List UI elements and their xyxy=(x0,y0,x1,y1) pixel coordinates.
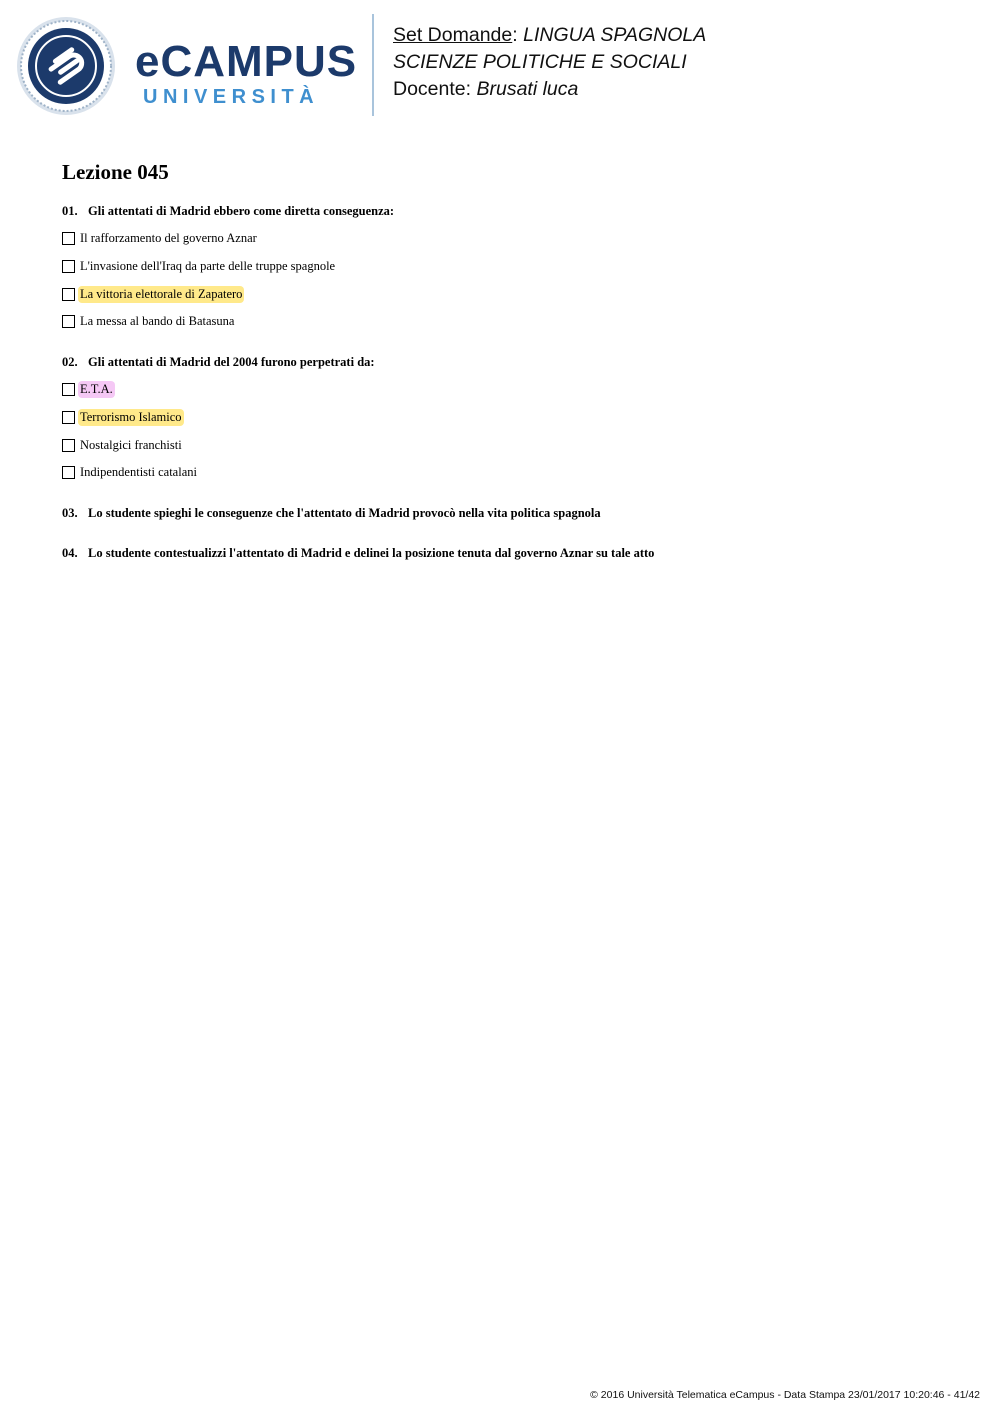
question-text: Gli attentati di Madrid ebbero come diretta conseguenza: xyxy=(88,204,395,218)
question-2-option-1[interactable] xyxy=(62,381,115,397)
question-number: 02. xyxy=(62,355,78,369)
question-text: Gli attentati di Madrid del 2004 furono perpetrati da: xyxy=(88,355,375,369)
brand-subtitle: UNIVERSITÀ xyxy=(143,86,320,108)
question-text: Lo studente spieghi le conseguenze che l'attentato di Madrid provocò nella vita politica spagnola xyxy=(88,506,601,520)
option-label-highlighted: E.T.A. xyxy=(80,381,113,396)
answer-checkbox[interactable] xyxy=(62,383,75,396)
subject-name: LINGUA SPAGNOLA xyxy=(523,24,707,46)
ecampus-wordmark xyxy=(135,37,358,109)
answer-checkbox[interactable] xyxy=(62,260,75,273)
question-1-option-1[interactable] xyxy=(62,230,259,246)
question-1 xyxy=(62,204,394,219)
answer-checkbox[interactable] xyxy=(62,288,75,301)
page-header xyxy=(0,0,1000,130)
course-info xyxy=(393,22,706,103)
faculty-name: SCIENZE POLITICHE E SOCIALI xyxy=(393,51,687,73)
option-label-highlighted: La vittoria elettorale di Zapatero xyxy=(80,286,243,301)
lesson-title: Lezione 045 xyxy=(62,160,169,184)
question-number: 01. xyxy=(62,204,78,218)
teacher-line: Docente: Brusati luca xyxy=(393,78,579,100)
answer-checkbox[interactable] xyxy=(62,439,75,452)
course-subject-line: Set Domande: LINGUA SPAGNOLA xyxy=(393,24,707,46)
teacher-label: Docente xyxy=(393,78,466,100)
option-label: Il rafforzamento del governo Aznar xyxy=(80,230,257,245)
brand-name: eCAMPUS xyxy=(135,37,358,86)
option-label: Indipendentisti catalani xyxy=(80,464,197,479)
option-label-highlighted: Terrorismo Islamico xyxy=(80,409,182,424)
answer-checkbox[interactable] xyxy=(62,315,75,328)
answer-checkbox[interactable] xyxy=(62,232,75,245)
question-1-option-3[interactable] xyxy=(62,286,244,302)
question-2-option-3[interactable] xyxy=(62,437,184,453)
question-2-option-4[interactable] xyxy=(62,464,199,480)
set-label: Set Domande xyxy=(393,24,513,46)
ecampus-seal-logo xyxy=(16,16,116,116)
question-2 xyxy=(62,355,375,370)
question-1-option-2[interactable] xyxy=(62,258,337,274)
page-footer: © 2016 Università Telematica eCampus - Data Stampa 23/01/2017 10:20:46 - 41/42 xyxy=(590,1389,980,1401)
question-4 xyxy=(62,546,654,561)
question-number: 03. xyxy=(62,506,78,520)
option-label: Nostalgici franchisti xyxy=(80,437,182,452)
question-number: 04. xyxy=(62,546,78,560)
question-text: Lo studente contestualizzi l'attentato di Madrid e delinei la posizione tenuta dal governo Aznar su tale atto xyxy=(88,546,655,560)
question-2-option-2[interactable] xyxy=(62,409,184,425)
answer-checkbox[interactable] xyxy=(62,411,75,424)
option-label: L'invasione dell'Iraq da parte delle truppe spagnole xyxy=(80,258,336,273)
question-1-option-4[interactable] xyxy=(62,313,236,329)
question-3 xyxy=(62,506,601,521)
answer-checkbox[interactable] xyxy=(62,466,75,479)
option-label: La messa al bando di Batasuna xyxy=(80,313,235,328)
header-divider xyxy=(372,14,374,116)
teacher-name: Brusati luca xyxy=(476,78,579,100)
